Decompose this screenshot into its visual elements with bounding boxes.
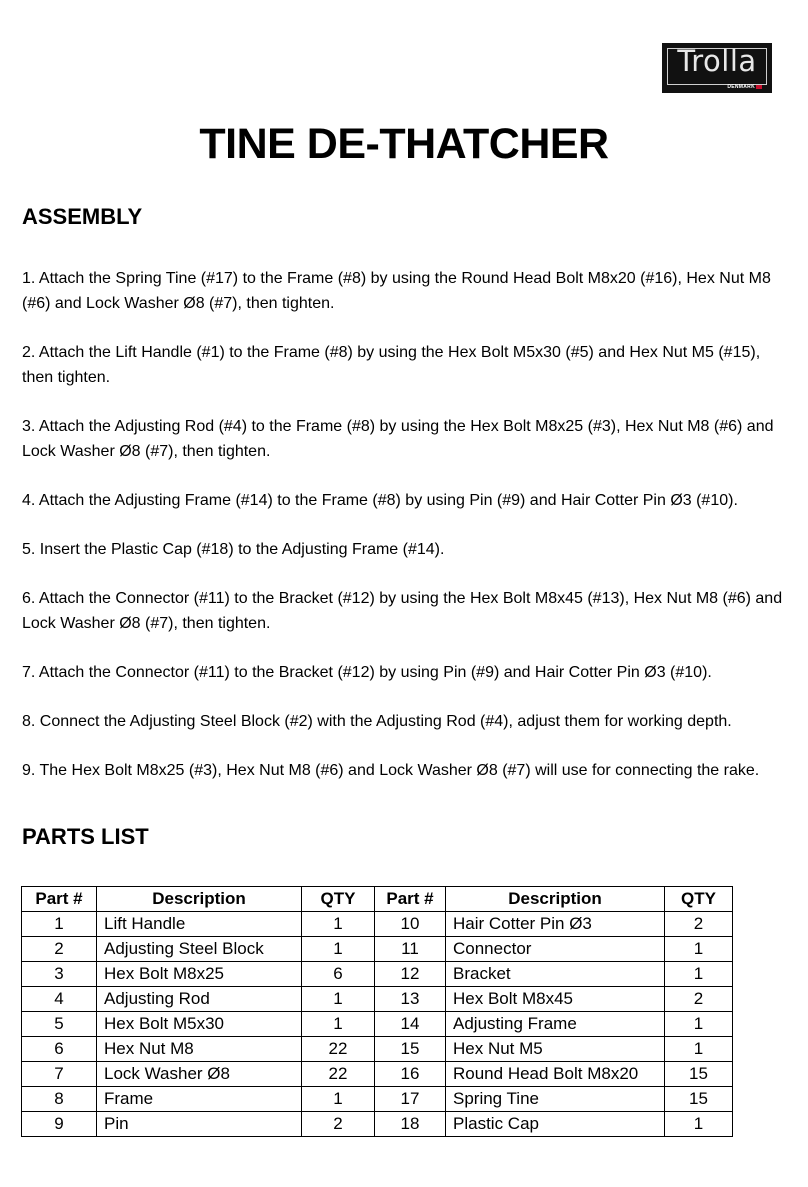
part-description: Plastic Cap xyxy=(446,1112,665,1137)
logo-wordmark: Trolla xyxy=(677,44,757,78)
part-qty: 1 xyxy=(665,1112,733,1137)
part-description: Hex Bolt M5x30 xyxy=(97,1012,302,1037)
part-number: 14 xyxy=(375,1012,446,1037)
assembly-step: 7. Attach the Connector (#11) to the Bracket (#12) by using Pin (#9) and Hair Cotter Pin Ø3 (#10). xyxy=(22,664,712,681)
table-row xyxy=(22,937,733,962)
table-header-row xyxy=(22,887,733,912)
assembly-step: 3. Attach the Adjusting Rod (#4) to the Frame (#8) by using the Hex Bolt M8x25 (#3), Hex Nut M8 (#6) and Lock Washer Ø8 (#7), then tighten. xyxy=(22,418,774,460)
part-description: Pin xyxy=(97,1112,302,1137)
assembly-step: 1. Attach the Spring Tine (#17) to the Frame (#8) by using the Round Head Bolt M8x20 (#16), Hex Nut M8 (#6) and Lock Washer Ø8 (#7), then tighten. xyxy=(22,270,771,312)
column-header-qty: QTY xyxy=(302,887,375,912)
part-number: 17 xyxy=(375,1087,446,1112)
assembly-step: 9. The Hex Bolt M8x25 (#3), Hex Nut M8 (#6) and Lock Washer Ø8 (#7) will use for connecting the rake. xyxy=(22,762,760,779)
part-qty: 1 xyxy=(665,1012,733,1037)
part-number: 3 xyxy=(22,962,97,987)
part-number: 12 xyxy=(375,962,446,987)
part-number: 10 xyxy=(375,912,446,937)
part-number: 9 xyxy=(22,1112,97,1137)
part-qty: 1 xyxy=(665,937,733,962)
part-number: 11 xyxy=(375,937,446,962)
part-description: Adjusting Frame xyxy=(446,1012,665,1037)
column-header-description: Description xyxy=(446,887,665,912)
brand-logo xyxy=(662,43,772,93)
part-description: Lift Handle xyxy=(97,912,302,937)
part-description: Lock Washer Ø8 xyxy=(97,1062,302,1087)
table-row xyxy=(22,962,733,987)
logo-tagline-text: DENMARK xyxy=(727,84,755,90)
part-description: Adjusting Steel Block xyxy=(97,937,302,962)
part-qty: 1 xyxy=(665,962,733,987)
part-qty: 2 xyxy=(665,987,733,1012)
assembly-heading: ASSEMBLY xyxy=(22,204,143,229)
table-row xyxy=(22,1037,733,1062)
table-row xyxy=(22,1012,733,1037)
part-qty: 6 xyxy=(302,962,375,987)
part-description: Connector xyxy=(446,937,665,962)
part-number: 6 xyxy=(22,1037,97,1062)
table-row xyxy=(22,987,733,1012)
part-description: Spring Tine xyxy=(446,1087,665,1112)
assembly-step: 8. Connect the Adjusting Steel Block (#2) with the Adjusting Rod (#4), adjust them for working depth. xyxy=(22,713,732,730)
part-qty: 2 xyxy=(665,912,733,937)
part-number: 5 xyxy=(22,1012,97,1037)
page-title: TINE DE-THATCHER xyxy=(199,120,609,168)
part-qty: 22 xyxy=(302,1037,375,1062)
parts-table xyxy=(21,886,733,1137)
part-qty: 22 xyxy=(302,1062,375,1087)
column-header-part: Part # xyxy=(22,887,97,912)
part-description: Hex Nut M5 xyxy=(446,1037,665,1062)
column-header-qty: QTY xyxy=(665,887,733,912)
logo-tagline xyxy=(727,84,762,90)
part-number: 8 xyxy=(22,1087,97,1112)
parts-list-heading: PARTS LIST xyxy=(22,824,149,849)
part-qty: 1 xyxy=(302,937,375,962)
part-number: 7 xyxy=(22,1062,97,1087)
part-description: Hair Cotter Pin Ø3 xyxy=(446,912,665,937)
part-qty: 1 xyxy=(302,912,375,937)
part-number: 4 xyxy=(22,987,97,1012)
part-qty: 1 xyxy=(302,1087,375,1112)
part-description: Round Head Bolt M8x20 xyxy=(446,1062,665,1087)
part-description: Bracket xyxy=(446,962,665,987)
part-qty: 1 xyxy=(302,1012,375,1037)
part-qty: 1 xyxy=(665,1037,733,1062)
part-description: Adjusting Rod xyxy=(97,987,302,1012)
table-row xyxy=(22,1062,733,1087)
part-qty: 2 xyxy=(302,1112,375,1137)
part-qty: 15 xyxy=(665,1087,733,1112)
part-number: 16 xyxy=(375,1062,446,1087)
part-number: 15 xyxy=(375,1037,446,1062)
danish-flag-icon xyxy=(756,85,762,89)
part-qty: 15 xyxy=(665,1062,733,1087)
part-description: Hex Nut M8 xyxy=(97,1037,302,1062)
column-header-description: Description xyxy=(97,887,302,912)
part-qty: 1 xyxy=(302,987,375,1012)
assembly-step: 2. Attach the Lift Handle (#1) to the Frame (#8) by using the Hex Bolt M5x30 (#5) and Hex Nut M5 (#15), then tighten. xyxy=(22,344,761,386)
assembly-steps xyxy=(22,266,792,807)
part-number: 1 xyxy=(22,912,97,937)
part-description: Hex Bolt M8x45 xyxy=(446,987,665,1012)
part-number: 18 xyxy=(375,1112,446,1137)
assembly-step: 5. Insert the Plastic Cap (#18) to the Adjusting Frame (#14). xyxy=(22,541,445,558)
table-row xyxy=(22,1112,733,1137)
column-header-part: Part # xyxy=(375,887,446,912)
assembly-step: 6. Attach the Connector (#11) to the Bracket (#12) by using the Hex Bolt M8x45 (#13), Hex Nut M8 (#6) and Lock Washer Ø8 (#7), then tighten. xyxy=(22,590,783,632)
part-number: 2 xyxy=(22,937,97,962)
table-row xyxy=(22,912,733,937)
part-description: Frame xyxy=(97,1087,302,1112)
part-description: Hex Bolt M8x25 xyxy=(97,962,302,987)
assembly-step: 4. Attach the Adjusting Frame (#14) to the Frame (#8) by using Pin (#9) and Hair Cotter Pin Ø3 (#10). xyxy=(22,492,738,509)
part-number: 13 xyxy=(375,987,446,1012)
table-row xyxy=(22,1087,733,1112)
